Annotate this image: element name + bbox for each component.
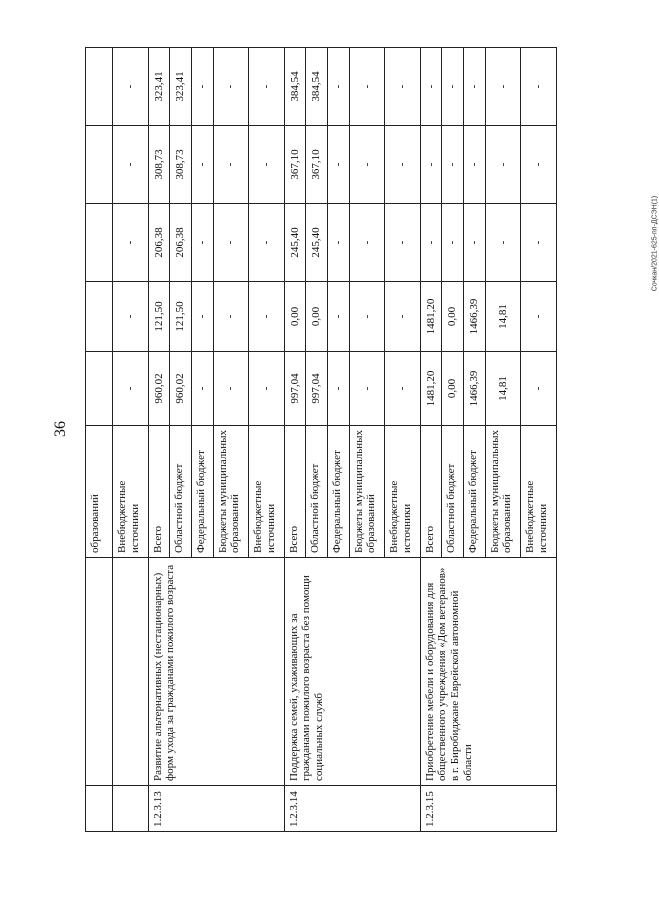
value-cell: 308,73 bbox=[148, 126, 170, 204]
value-cell: 245,40 bbox=[284, 204, 306, 282]
value-cell: 367,10 bbox=[284, 126, 306, 204]
value-cell: 384,54 bbox=[306, 48, 328, 126]
funding-source-cell: Областной бюджет bbox=[442, 426, 464, 558]
value-cell: 960,02 bbox=[170, 352, 192, 426]
value-cell: - bbox=[521, 352, 557, 426]
value-cell: - bbox=[420, 204, 442, 282]
value-cell: - bbox=[349, 126, 385, 204]
document-stamp: Сочкан/2021-625-пп-ДСЭН(1) bbox=[651, 195, 659, 292]
value-cell: 0,00 bbox=[442, 352, 464, 426]
value-cell: - bbox=[464, 48, 486, 126]
value-cell: - bbox=[213, 48, 249, 126]
value-cell: 1481,20 bbox=[420, 352, 442, 426]
value-cell: 1481,20 bbox=[420, 282, 442, 352]
funding-source-cell: Внебюджетные источники bbox=[249, 426, 285, 558]
funding-source-cell: Областной бюджет bbox=[170, 426, 192, 558]
value-cell bbox=[86, 352, 113, 426]
code-cell bbox=[86, 786, 113, 832]
table-row bbox=[148, 48, 170, 832]
value-cell: - bbox=[249, 204, 285, 282]
value-cell: - bbox=[349, 48, 385, 126]
value-cell: 308,73 bbox=[170, 126, 192, 204]
value-cell: - bbox=[385, 204, 421, 282]
item-code-cell: 1.2.3.15 bbox=[420, 786, 556, 832]
value-cell: - bbox=[213, 352, 249, 426]
value-cell: - bbox=[327, 352, 349, 426]
value-cell: - bbox=[485, 204, 521, 282]
value-cell: 1466,39 bbox=[464, 352, 486, 426]
table-row bbox=[420, 48, 442, 832]
value-cell: - bbox=[385, 282, 421, 352]
value-cell: - bbox=[464, 126, 486, 204]
funding-source-cell: Бюджеты муниципальных образований bbox=[485, 426, 521, 558]
value-cell: 245,40 bbox=[306, 204, 328, 282]
value-cell: - bbox=[349, 282, 385, 352]
value-cell: - bbox=[485, 126, 521, 204]
table-body bbox=[86, 48, 557, 832]
funding-source-cell: Внебюджетные источники bbox=[521, 426, 557, 558]
value-cell: 323,41 bbox=[148, 48, 170, 126]
table-row bbox=[86, 48, 113, 832]
value-cell bbox=[86, 282, 113, 352]
funding-source-cell: Областной бюджет bbox=[306, 426, 328, 558]
value-cell: - bbox=[521, 282, 557, 352]
value-cell: - bbox=[327, 48, 349, 126]
value-cell: 960,02 bbox=[148, 352, 170, 426]
value-cell: 0,00 bbox=[306, 282, 328, 352]
value-cell: - bbox=[191, 126, 213, 204]
funding-source-cell: Внебюджетные источники bbox=[385, 426, 421, 558]
value-cell: - bbox=[521, 204, 557, 282]
item-code-cell: 1.2.3.13 bbox=[148, 786, 284, 832]
funding-source-cell: Всего bbox=[420, 426, 442, 558]
value-cell: 1466,39 bbox=[464, 282, 486, 352]
value-cell: - bbox=[191, 352, 213, 426]
rotated-table-wrapper bbox=[85, 48, 557, 832]
value-cell: - bbox=[113, 126, 149, 204]
value-cell: - bbox=[420, 126, 442, 204]
item-name-cell: Развитие альтернативных (нестационарных) форм ухода за гражданами пожилого возраста bbox=[148, 558, 284, 786]
funding-source-cell: Федеральный бюджет bbox=[327, 426, 349, 558]
budget-table bbox=[85, 47, 557, 832]
value-cell: - bbox=[420, 48, 442, 126]
funding-source-cell: Внебюджетные источники bbox=[113, 426, 149, 558]
funding-source-cell: Бюджеты муниципальных образований bbox=[213, 426, 249, 558]
value-cell: 384,54 bbox=[284, 48, 306, 126]
value-cell: - bbox=[521, 48, 557, 126]
funding-source-cell: Всего bbox=[148, 426, 170, 558]
value-cell: - bbox=[464, 204, 486, 282]
value-cell: - bbox=[327, 126, 349, 204]
funding-source-cell: Всего bbox=[284, 426, 306, 558]
value-cell: 121,50 bbox=[170, 282, 192, 352]
value-cell: 0,00 bbox=[442, 282, 464, 352]
name-cell bbox=[86, 558, 113, 786]
value-cell: 997,04 bbox=[284, 352, 306, 426]
value-cell: - bbox=[113, 204, 149, 282]
value-cell: - bbox=[213, 282, 249, 352]
value-cell: - bbox=[249, 126, 285, 204]
value-cell: - bbox=[191, 282, 213, 352]
value-cell: - bbox=[442, 204, 464, 282]
value-cell: - bbox=[385, 352, 421, 426]
item-name-cell: Поддержка семей, ухаживающих за гражданами пожилого возраста без помощи социальных служб bbox=[284, 558, 420, 786]
value-cell: - bbox=[327, 282, 349, 352]
value-cell bbox=[86, 126, 113, 204]
value-cell: - bbox=[385, 48, 421, 126]
value-cell: - bbox=[349, 352, 385, 426]
item-name-cell bbox=[113, 558, 149, 786]
value-cell: - bbox=[213, 126, 249, 204]
item-name-cell: Приобретение мебели и оборудования для общественного учреждения «Дом ветеранов» в г. Биробиджане Еврейской автономной области bbox=[420, 558, 556, 786]
value-cell: - bbox=[249, 352, 285, 426]
value-cell: 323,41 bbox=[170, 48, 192, 126]
page-number: 36 bbox=[52, 421, 69, 437]
value-cell: 206,38 bbox=[170, 204, 192, 282]
value-cell: - bbox=[113, 282, 149, 352]
table-row bbox=[113, 48, 149, 832]
value-cell: 206,38 bbox=[148, 204, 170, 282]
value-cell: 14,81 bbox=[485, 282, 521, 352]
item-code-cell bbox=[113, 786, 149, 832]
value-cell bbox=[86, 204, 113, 282]
value-cell: 121,50 bbox=[148, 282, 170, 352]
value-cell: - bbox=[521, 126, 557, 204]
value-cell: - bbox=[442, 48, 464, 126]
source-cell: образований bbox=[86, 426, 113, 558]
table-row bbox=[284, 48, 306, 832]
funding-source-cell: Федеральный бюджет bbox=[191, 426, 213, 558]
value-cell: - bbox=[191, 48, 213, 126]
item-code-cell: 1.2.3.14 bbox=[284, 786, 420, 832]
value-cell: - bbox=[249, 48, 285, 126]
value-cell: - bbox=[191, 204, 213, 282]
value-cell: - bbox=[213, 204, 249, 282]
value-cell: - bbox=[442, 126, 464, 204]
value-cell: 0,00 bbox=[284, 282, 306, 352]
value-cell: - bbox=[113, 352, 149, 426]
funding-source-cell: Федеральный бюджет bbox=[464, 426, 486, 558]
value-cell: 14,81 bbox=[485, 352, 521, 426]
value-cell: 367,10 bbox=[306, 126, 328, 204]
funding-source-cell: Бюджеты муниципальных образований bbox=[349, 426, 385, 558]
value-cell: - bbox=[249, 282, 285, 352]
value-cell: - bbox=[485, 48, 521, 126]
value-cell: - bbox=[349, 204, 385, 282]
value-cell: - bbox=[327, 204, 349, 282]
value-cell bbox=[86, 48, 113, 126]
value-cell: 997,04 bbox=[306, 352, 328, 426]
value-cell: - bbox=[385, 126, 421, 204]
value-cell: - bbox=[113, 48, 149, 126]
